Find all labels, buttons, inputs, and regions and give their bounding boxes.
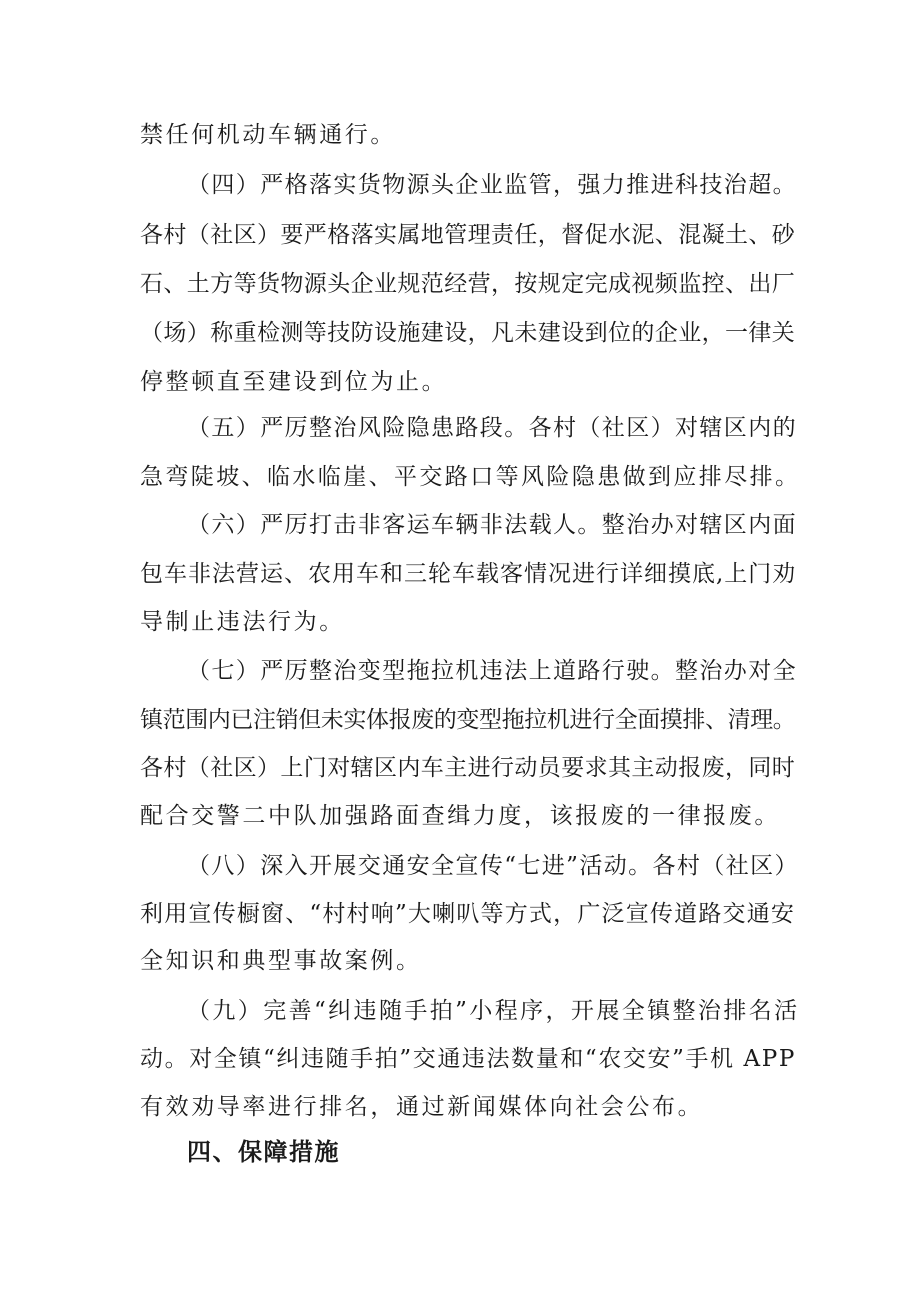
text-line: （五）严厉整治风险隐患路段。各村（社区）对辖区内的 [187, 415, 797, 441]
text-line: （四）严格落实货物源头企业监管，强力推进科技治超。 [187, 172, 797, 198]
text-line: 导制止违法行为。 [140, 609, 345, 635]
text-line: 配合交警二中队加强路面查缉力度，该报废的一律报废。 [140, 803, 780, 829]
text-line: （八）深入开展交通安全宣传“七进”活动。各村（社区） [187, 853, 799, 879]
text-line: 镇范围内已注销但未实体报废的变型拖拉机进行全面摸排、清理。 [140, 707, 796, 733]
text-line: 动。对全镇“纠违随手拍”交通违法数量和“农交安”手机 APP [140, 1046, 796, 1072]
text-line: 各村（社区）上门对辖区内车主进行动员要求其主动报废，同时 [140, 755, 796, 781]
text-line: （六）严厉打击非客运车辆非法载人。整治办对辖区内面 [187, 512, 797, 538]
text-line: 禁任何机动车辆通行。 [140, 122, 396, 148]
text-line: 包车非法营运、农用车和三轮车载客情况进行详细摸底,上门劝 [140, 561, 797, 587]
text-line: 各村（社区）要严格落实属地管理责任，督促水泥、混凝土、砂 [140, 222, 796, 248]
text-line: 急弯陡坡、临水临崖、平交路口等风险隐患做到应排尽排。 [140, 464, 801, 490]
text-line: （九）完善“纠违随手拍”小程序，开展全镇整治排名活 [187, 998, 800, 1024]
text-line: 石、土方等货物源头企业规范经营，按规定完成视频监控、出厂 [140, 271, 796, 297]
text-line: （七）严厉整治变型拖拉机违法上道路行驶。整治办对全 [187, 658, 797, 684]
text-line: 有效劝导率进行排名，通过新闻媒体向社会公布。 [140, 1094, 704, 1120]
text-line: 全知识和典型事故案例。 [140, 948, 422, 974]
text-line: 停整顿直至建设到位为止。 [140, 369, 448, 395]
section-heading: 四、保障措施 [187, 1138, 340, 1166]
text-line: 利用宣传橱窗、“村村响”大喇叭等方式，广泛宣传道路交通安 [140, 901, 796, 927]
text-line: （场）称重检测等技防设施建设，凡未建设到位的企业，一律关 [140, 320, 796, 346]
